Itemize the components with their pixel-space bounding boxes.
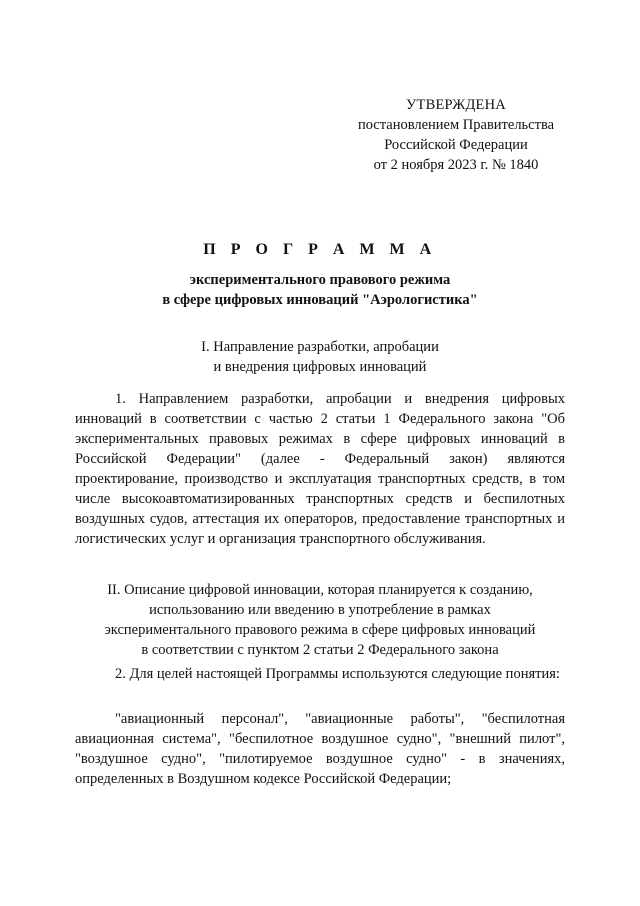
approval-title: УТВЕРЖДЕНА [406, 97, 506, 113]
section-2-heading-line-1: II. Описание цифровой инновации, которая планируется к созданию, [107, 582, 533, 598]
approval-line-federation: Российской Федерации [384, 137, 528, 153]
section-1-heading-line-2: и внедрения цифровых инноваций [213, 359, 427, 375]
program-title-block [75, 240, 565, 310]
document-subtitle-line-1: экспериментального правового режима [189, 272, 451, 288]
approval-stamp [336, 95, 576, 175]
section-2-paragraph-2: "авиационный персонал", "авиационные работы", "беспилотная авиационная система", "беспилотное воздушное судно", "внешний пилот", "воздушное судно", "пилотируемое воздушное судно" - в значениях, определенных в Воздушном кодексе Российской Федерации; [75, 711, 565, 787]
approval-line-government: постановлением Правительства [357, 117, 555, 133]
section-2-paragraph-1: 2. Для целей настоящей Программы используются следующие понятия: [115, 666, 560, 682]
section-1-paragraph-1: 1. Направлением разработки, апробации и внедрения цифровых инноваций в соответствии с частью 2 статьи 1 Федерального закона "Об экспериментальных правовых режимах в сфере цифровых инноваций в Российской Федерации" (далее - Федеральный закон) являются проектирование, производство и эксплуатация транспортных средств, в том числе высокоавтоматизированных транспортных средств и беспилотных воздушных судов, аттестация их операторов, предоставление транспортных и логистических услуг и организация транспортного обслуживания. [75, 391, 565, 547]
section-2-heading [75, 580, 565, 660]
section-1-heading [75, 337, 565, 377]
section-2-heading-line-2: использованию или введению в употребление в рамках [149, 602, 491, 618]
section-1-heading-line-1: I. Направление разработки, апробации [201, 339, 439, 355]
section-2-heading-line-3: экспериментального правового режима в сфере цифровых инноваций [104, 622, 536, 638]
section-2-heading-line-4: в соответствии с пунктом 2 статьи 2 Федерального закона [141, 642, 499, 658]
document-title: П Р О Г Р А М М А [203, 241, 437, 258]
approval-date-number: от 2 ноября 2023 г. № 1840 [373, 157, 539, 173]
document-subtitle-line-2: в сфере цифровых инноваций "Аэрологистика" [162, 292, 478, 308]
